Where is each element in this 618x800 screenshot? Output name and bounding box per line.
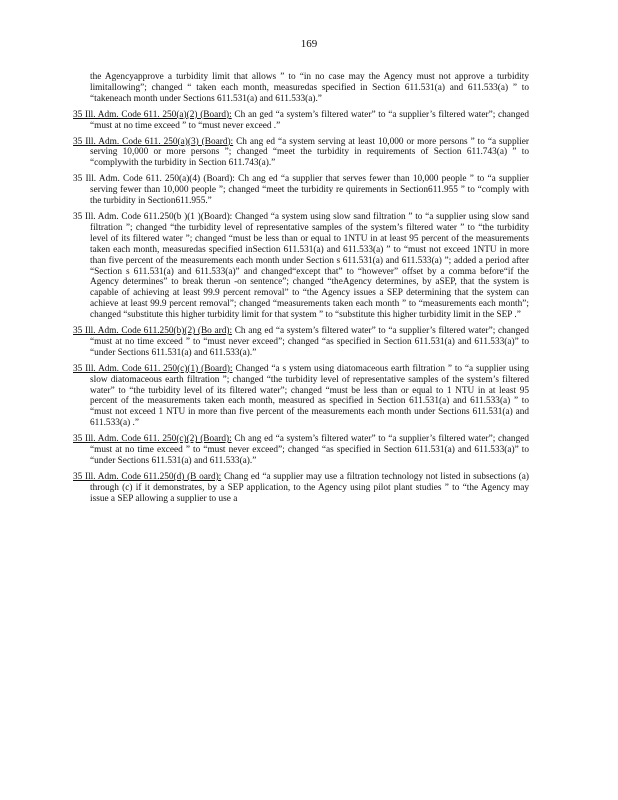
paragraph-text: the Agencyapprove a turbidity limit that allows ” to “in no case may the Agency must not approve a turbidity limitallowing”; changed “ taken each month, measuredas specified in Section 611.531(a) and 611.533(a) ” to “takeneach month under Sections 611.531(a) and 611.533(a).” — [90, 72, 529, 104]
citation: 35 Ill. Adm. Code 611. 250(a)(2) (Board): — [73, 109, 232, 120]
paragraph-continuation — [73, 72, 529, 105]
paragraph-text: Ch ang ed “a system’s filtered water” to “a supplier’s filtered water”; changed “must at no time exceed ” to “must never exceed”; changed “as specified in Section 611.531(a) and 611.533(a)” to “under Sections 611.531(a) and 611.533(a).” — [90, 434, 529, 466]
citation: 35 Ill. Adm. Code 611. 250(c)(1) (Board): — [73, 363, 233, 374]
paragraph-611-250-c-2 — [73, 434, 529, 467]
citation: 35 Ill. Adm. Code 611.250(b)(2) (Bo ard): — [73, 326, 233, 337]
paragraph-text: Ch ang ed “a system serving at least 10,000 or more persons ” to “a supplier serving 10,000 or more persons ”; changed “meet the turbidity in requirements of Section 611.743(a) ” to “complywith the turbidity in Section 611.743(a).” — [90, 136, 529, 169]
paragraph-611-250-c-1 — [73, 364, 529, 429]
paragraph-611-250-b-1 — [73, 212, 529, 321]
paragraph-text: Ch an ged “a system’s filtered water” to “a supplier’s filtered water”; changed “must at no time exceed ” to “must never exceed .” — [90, 109, 529, 131]
paragraph-611-250-a-3 — [73, 137, 529, 170]
paragraph-text: Changed “a s ystem using diatomaceous earth filtration ” to “a supplier using slow diatomaceous earth filtration ”; changed “the turbidity level of representative samples of the system’s filtered water” to “the turbidity level of its filtered water”; changed “must be less than or equal to 1 NTU in at least 95 percent of the measurements taken each month, measured as specified in Section 611.531(a) and 611.533(a) ” to “must not exceed 1 NTU in more than five percent of the measurements each month under Sections 611.531(a) and 611.533(a) .” — [90, 363, 529, 429]
page-body — [73, 72, 529, 510]
page-number: 169 — [300, 38, 318, 50]
paragraph-text: Ch ang ed “a system’s filtered water” to “a supplier’s filtered water”; changed “must at no time exceed ” to “must never exceed”; changed “as specified in Section 611.531(a) and 611.533(a)” to “under Sections 611.531(a) and 611.533(a).” — [90, 326, 529, 358]
citation: 35 Ill. Adm. Code 611. 250(c)(2) (Board): — [73, 434, 232, 445]
paragraph-text: 35 Ill. Adm. Code 611. 250(a)(4) (Board): Ch ang ed “a supplier that serves fewer than 10,000 people ” to “a supplier serving fewer than 10,000 people ”; changed “meet the turbidity re quirements in Section611.955 ” to “comply with the turbidity in Section611.955.” — [73, 174, 529, 207]
paragraph-611-250-a-4 — [73, 174, 529, 207]
paragraph-611-250-b-2 — [73, 326, 529, 359]
paragraph-text: 35 Ill. Adm. Code 611.250(b )(1 )(Board): Changed “a system using slow sand filtration ” to “a supplier using slow sand filtration ”; changed “the turbidity level of representative samples of the system’s filtered water ” to “the turbidity level of its filtered water ”; changed “must be less than or equal to 1NTU in at least 95 percent of the measurements taken each month, measuredas specified inSection 611.531(a) and 611.533(a) ” to “must not exceed 1NTU in more than five percent of the measurements each month under Section s 611.531(a) and 611.533(a) ”; added a period after “Section s 611.531(a) and 611.533(a)” and changed“except that” to “however” offset by a comma before“if the Agency determines” to break therun -on sentence”; changed “theAgency determines, by aSEP, that the system is capable of achieving at least 99.9 percent removal” to “the Agency issues a SEP determining that the system can achieve at least 99.9 percent removal”; changed “measurements taken each month ” to “measurements each month”; changed “substitute this higher turbidity limit for that system ” to “substitute this higher turbidity limit in the SEP .” — [73, 211, 529, 321]
citation: 35 Ill. Adm. Code 611. 250(a)(3) (Board): — [73, 136, 234, 147]
paragraph-611-250-a-2 — [73, 110, 529, 132]
citation: 35 Ill. Adm. Code 611.250(d) (B oard): — [73, 471, 222, 482]
paragraph-text: Chang ed “a supplier may use a filtration technology not listed in subsections (a) through (c) if it demonstrates, by a SEP application, to the Agency using pilot plant studies ” to “the Agency may issue a SEP allowing a supplier to use a — [90, 471, 529, 504]
paragraph-611-250-d — [73, 472, 529, 505]
